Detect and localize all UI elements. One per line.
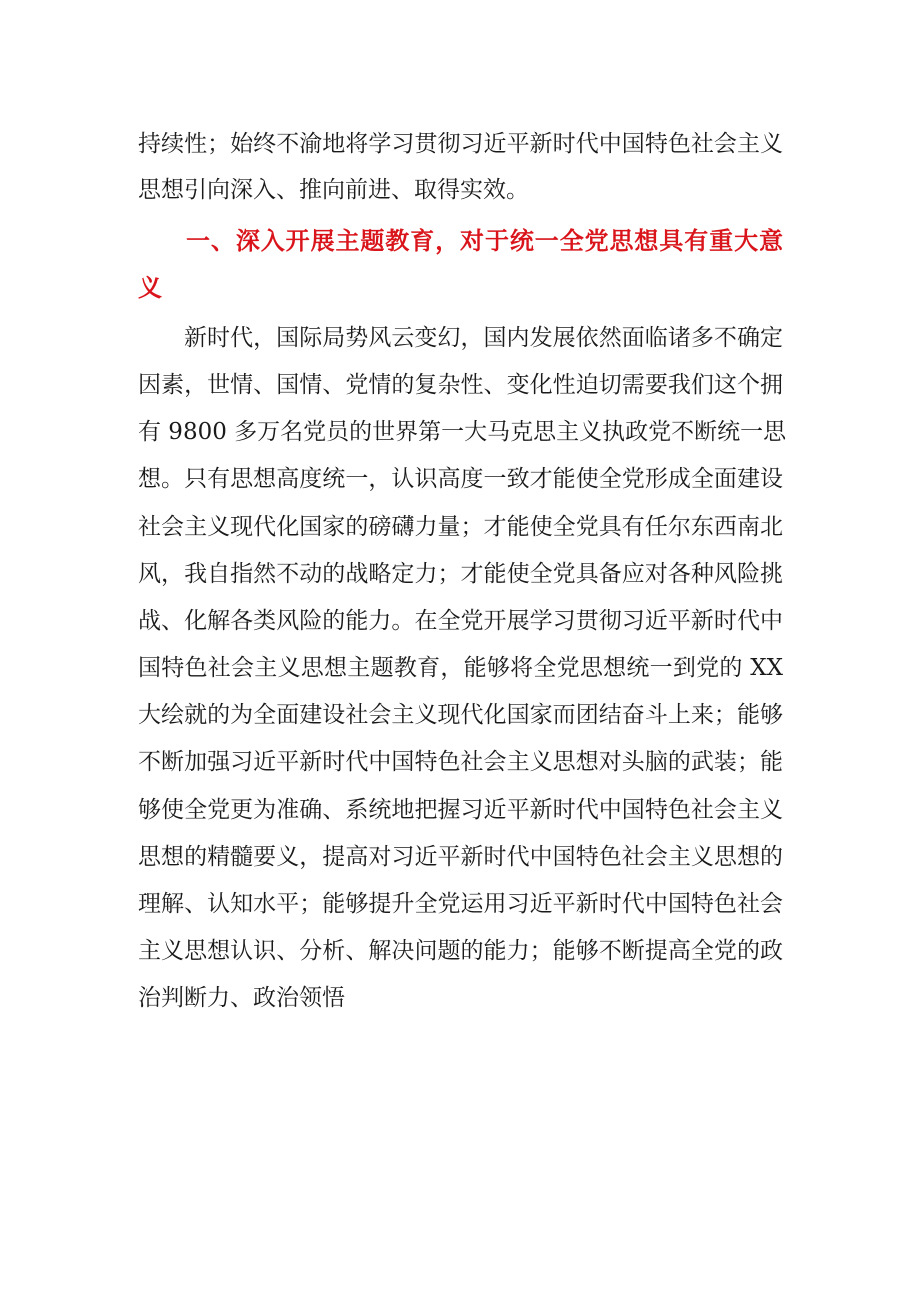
body-line-8: 国特色社会主义思想主题教育，能够将全党思想统一到党的 XX xyxy=(138,655,783,681)
section-heading-line-1: 一、深入开展主题教育，对于统一全党思想具有重大意 xyxy=(186,227,783,255)
body-line-15: 治判断力、政治领悟 xyxy=(138,985,345,1011)
body-line-3: 有 9800 多万名党员的世界第一大马克思主义执政党不断统一思 xyxy=(138,419,787,445)
body-line-13: 理解、认知水平；能够提升全党运用习近平新时代中国特色社会 xyxy=(138,891,783,917)
body-line-7: 战、化解各类风险的能力。在全党开展学习贯彻习近平新时代中 xyxy=(138,608,783,634)
body-line-9: 大绘就的为全面建设社会主义现代化国家而团结奋斗上来；能够 xyxy=(138,702,783,728)
body-line-11: 够使全党更为准确、系统地把握习近平新时代中国特色社会主义 xyxy=(138,797,783,823)
body-line-14: 主义思想认识、分析、解决问题的能力；能够不断提高全党的政 xyxy=(138,938,783,964)
body-line-2: 因素，世情、国情、党情的复杂性、变化性迫切需要我们这个拥 xyxy=(138,372,783,398)
body-line-12: 思想的精髓要义，提高对习近平新时代中国特色社会主义思想的 xyxy=(138,844,783,870)
body-line-4: 想。只有思想高度统一，认识高度一致才能使全党形成全面建设 xyxy=(138,466,783,492)
body-line-5: 社会主义现代化国家的磅礴力量；才能使全党具有任尔东西南北 xyxy=(138,514,783,540)
body-line-6: 风，我自指然不动的战略定力；才能使全党具备应对各种风险挑 xyxy=(138,561,783,587)
intro-line-2: 思想引向深入、推向前进、取得实效。 xyxy=(138,177,529,203)
body-line-1: 新时代，国际局势风云变幻，国内发展依然面临诸多不确定 xyxy=(184,325,783,351)
intro-line-1: 持续性；始终不渝地将学习贯彻习近平新时代中国特色社会主义 xyxy=(138,131,783,157)
section-heading-line-2: 义 xyxy=(138,274,162,302)
body-line-10: 不断加强习近平新时代中国特色社会主义思想对头脑的武装；能 xyxy=(138,749,783,775)
